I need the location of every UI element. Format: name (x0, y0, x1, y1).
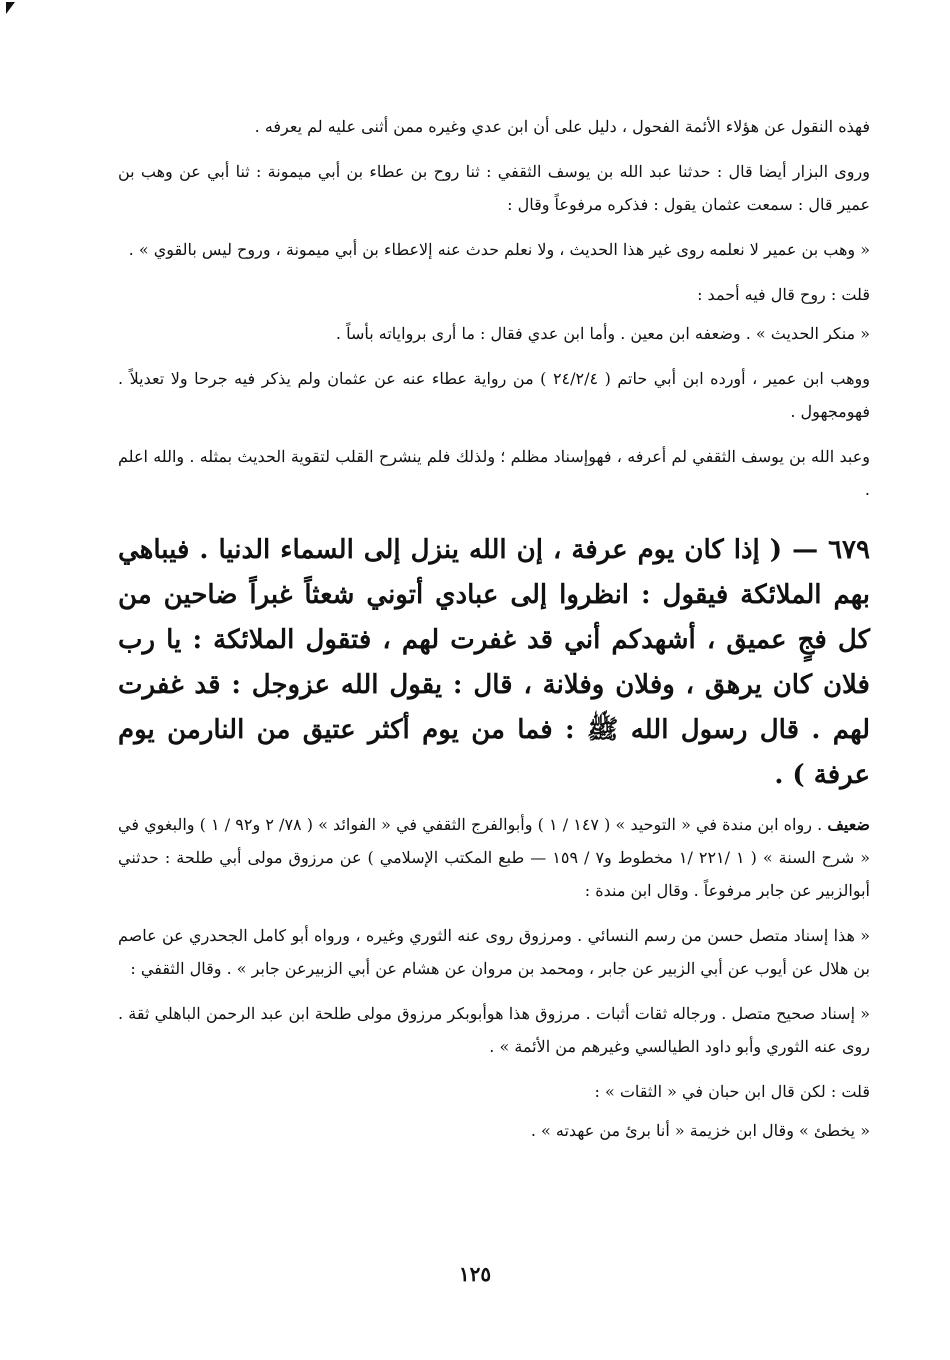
page-number: ١٢٥ (458, 1262, 492, 1286)
text-paragraph: ووهب ابن عمير ، أورده ابن أبي حاتم ( ٢٤/٢/٤ ) من رواية عطاء عنه عن عثمان ولم يذكر فيه جرحا ولا تعديلاً . فهومجهول . (118, 369, 871, 421)
quote-paragraph: « منكر الحديث » . وضعفه ابن معين . وأما ابن عدي فقال : ما أرى برواياته بأساً . (335, 324, 870, 343)
grade-text: . رواه ابن مندة في « التوحيد » ( ١٤٧ / ١ ) وأبوالفرج الثقفي في « الفوائد » ( ٧٨/ ٢ و٩٢ / ١ ) والبغوي في « شرح السنة » ( ١ /٢٢١ /١ مخطوط و٧ / ١٥٩ — طبع المكتب الإسلامي ) عن مرزوق مولى أبي طلحة : حدثني أبوالزبير عن جابر مرفوعاً . وقال ابن مندة : (118, 815, 871, 900)
text-paragraph: وروى البزار أيضا قال : حدثنا عبد الله بن يوسف الثقفي : ثنا روح بن عطاء بن أبي ميمونة : ثنا أبي عن وهب بن عمير قال : سمعت عثمان يقول : فذكره مرفوعاً وقال : (118, 162, 870, 214)
quote-paragraph: « يخطئ » وقال ابن خزيمة « أنا برئ من عهدته » . (530, 1121, 870, 1140)
grade-paragraph (118, 808, 870, 907)
corner-mark (6, 2, 15, 14)
page-body (118, 110, 870, 1159)
hadith-text: ٦٧٩ — ( إذا كان يوم عرفة ، إن الله ينزل إلى السماء الدنيا . فيباهي بهم الملائكة فيقول : انظروا إلى عبادي أتوني شعثاً غبراً ضاحين من كل فجٍ عميق ، أشهدكم أني قد غفرت لهم ، فتقول الملائكة : يا رب فلان كان يرهق ، وفلان وفلانة ، قال : يقول الله عزوجل : قد غفرت لهم . قال رسول الله ﷺ : فما من يوم أكثر عتيق من النارمن يوم عرفة ) . (118, 535, 870, 790)
grade-label: ضعيف (827, 815, 871, 834)
text-paragraph: قلت : روح قال فيه أحمد : (697, 285, 870, 304)
text-paragraph: قلت : لكن قال ابن حبان في « الثقات » : (594, 1082, 870, 1101)
quote-paragraph: « هذا إسناد متصل حسن من رسم النسائي . ومرزوق روى عنه الثوري وغيره ، ورواه أبو كامل الجحدري عن عاصم بن هلال عن أيوب عن أبي الزبير عن جابر ، ومحمد بن مروان عن هشام عن أبي الزبيرعن جابر » . وقال الثقفي : (118, 926, 870, 978)
text-paragraph: وعبد الله بن يوسف الثقفي لم أعرفه ، فهوإسناد مظلم ؛ ولذلك فلم ينشرح القلب لتقوية الحديث بمثله . والله اعلم . (118, 447, 870, 499)
quote-paragraph: « وهب بن عمير لا نعلمه روى غير هذا الحديث ، ولا نعلم حدث عنه إلاعطاء بن أبي ميمونة ، وروح ليس بالقوي » . (128, 240, 870, 259)
quote-paragraph: « إسناد صحيح متصل . ورجاله ثقات أثبات . مرزوق هذا هوأبوبكر مرزوق مولى طلحة ابن عبد الرحمن الباهلي ثقة . روى عنه الثوري وأبو داود الطيالسي وغيرهم من الأئمة » . (118, 1004, 870, 1056)
text-paragraph: فهذه النقول عن هؤلاء الأئمة الفحول ، دليل على أن ابن عدي وغيره ممن أثنى عليه لم يعرفه . (254, 117, 870, 136)
